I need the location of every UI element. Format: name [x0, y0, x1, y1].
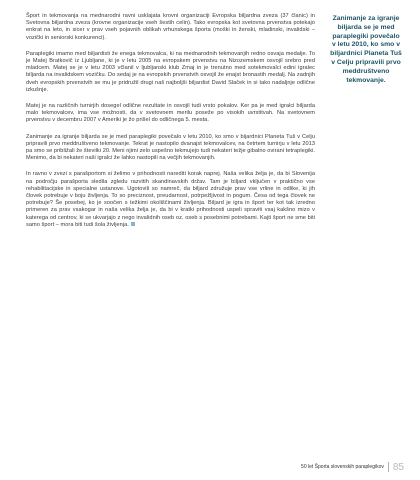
footer-title: 50 let Športa slovenskih paraplegikov	[301, 464, 384, 470]
paragraph-3: Matej je na različnih turnirjih dosegel odlične rezultate in osvojil tudi vrsto pokalov. Ker pa je med igralci biljarda malo tekmovalcev, ima vse možnosti, da v svetovnem merilu poseže po visokih uvrstitvah. Na svetovnem prvenstvu v decembru 2007 v Ameriki je žo prišel do odličnega 5. mesta.	[26, 103, 315, 124]
pull-quote	[330, 15, 402, 85]
page-footer	[284, 460, 404, 474]
page-number: 85	[392, 461, 404, 473]
paragraph-4: Zanimanje za igranje biljarda se je med paraplegiki povečalo v letu 2010, ko smo v bijardnici Planeta Tuš v Celju pripravili prvo meddruštveno tekmovanje. Tekrat je nastopilo dvanajst tekmovalcev, na četrtem turnirju v letu 2013 pa smo se približali že številki 20. Meni njimi zelo uspešno tekmujejo tudi nekateri težje gibalno ovirani tetraplegiki. Menimo, da bi nekateri naši igralci že lahko nastopili na večjih tekmovanjih.	[26, 133, 315, 162]
pull-quote-text: Zanimanje za igranje biljarda se je med paraplegiki povečalo v letu 2010, ko smo v biljardnici Planeta Tuš v Celju pripravili prvo meddruštveno tekmovanje.	[330, 15, 402, 84]
footer-divider	[388, 462, 389, 472]
paragraph-1: Šport in tekmovanja na mednarodni ravni usklajata krovni organizaciji Evropska biljardna zveza (37 članic) in Svetovna biljardna zveza (krovne organizacije vseh šestih celin). Tako evropska kot svetovna prvenstva potekajo enkrat na leto, in sicer v prav vseh pojavnih oblikah vrhunskega športa (moški in ženski, mladinski, invalidski – vozički in seniorski konkurenci).	[26, 13, 315, 41]
paragraph-5-text: In ravno v zvezi s parašportom si želimo v prihodnosti narediti korak naprej. Naša velika želja je, da bi Slovenija na področju parašporta sledila zgledu razvitih skandinavskih držav. Tam je biljard vključen v praktično vse rehabilitacijske in specialne ustanove. Ugotovili so namreč, da biljard združuje prav vse vrline in odlike, ki jih človek potrebuje v boju življenja. To so preciznost, preudarnost, potrpežljivost in pogum. Česa od tega človek ne potrebuje? Še posebej, ko je soočen s težkimi okoliščinami življenja. Biljard je igra in šport ter kot tak izredno primeren za prav vsakogar in naša velika želja je, da bi v kratki prihodnosti uspeli spraviti vsaj kakšno mizo v katerega od centrov, ki se ukvarjajo z nego invalidnih oseb oz. oseb s posebnimi potrebami. Kajti šport ne sme biti samo šport – mora biti tudi šola življenja.	[26, 171, 315, 228]
end-of-article-marker-icon	[131, 222, 135, 226]
article-body	[26, 13, 315, 238]
paragraph-5	[26, 171, 315, 229]
paragraph-2: Paraplegiki imamo med biljardisti že enega tekmovalca, ki na mednarodnih tekmovanjih redno osvaja medalje. To je Matej Bratkovič iz Ljubljane, ki je v letu 2005 na evropskem prvenstvu na Nizozemskem osvojil srebro pred mladcem. Matej se je v letu 2003 včlanil v ljubljanski klub Zmaj in je trenutno med sotekmovalci edini igralec biljarda na invalidskem vozičku. Do sedaj je na evropskih prvenstvih osvojil že enajst bronastih medalj. Na zadnjih dveh evropskih prvenstvih se mu je pridružil drugi naš najboljši biljardist David Slaček in si tako nadaljnje odlične izkušnje.	[26, 50, 315, 93]
